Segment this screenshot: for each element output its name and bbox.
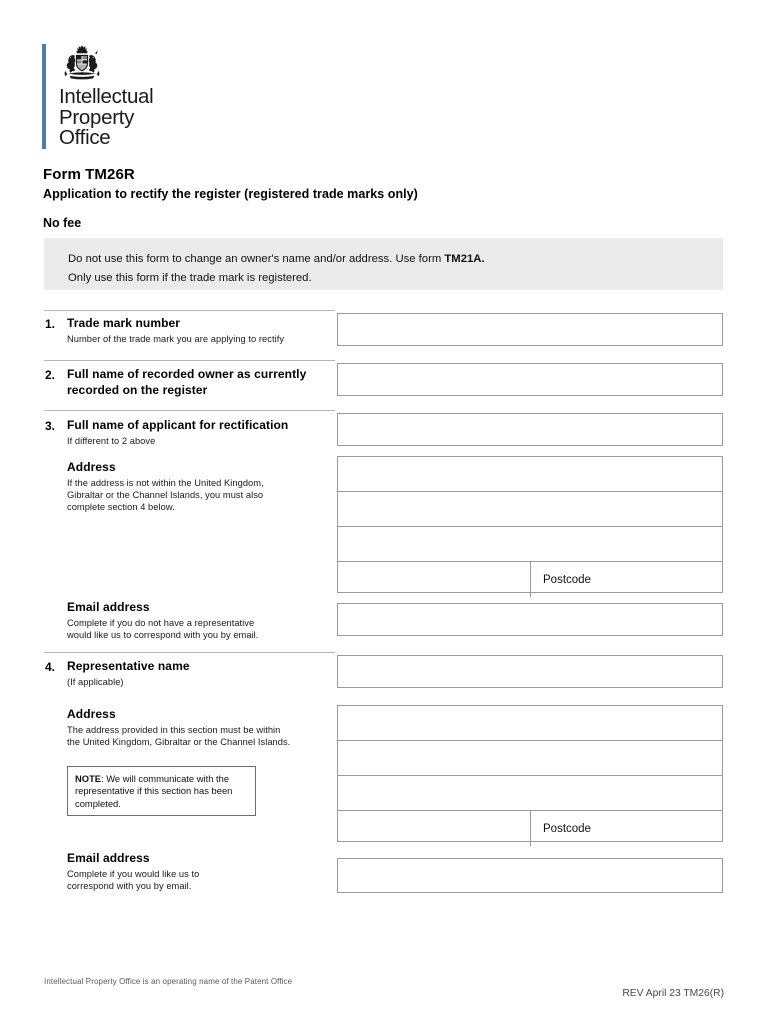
section-divider-1 [44,310,335,311]
section-1-number: 1. [45,317,56,331]
section-1-subtitle: Number of the trade mark you are applying to rectify [67,333,285,344]
notice-line-1 [68,250,723,269]
section-4-address-sub-line-1: The address provided in this section must be within [67,724,281,735]
representative-name-input[interactable] [337,655,723,688]
section-3-email-sub-line-1: Complete if you do not have a representative [67,617,255,628]
footer-revision: REV April 23 TM26(R) [622,988,724,999]
notice-form-ref: TM21A. [444,253,485,265]
footer-note: Intellectual Property Office is an operating name of the Patent Office [44,977,293,986]
section-4-email-sub-line-2: correspond with you by email. [67,880,192,891]
applicant-name-input[interactable] [337,413,723,446]
section-3-title: Full name of applicant for rectification [67,418,289,432]
section-3-subtitle: If different to 2 above [67,435,156,446]
applicant-address-group [337,456,723,593]
section-divider-2 [44,360,335,361]
representative-address-line-3-input[interactable] [338,776,722,811]
section-4-subtitle: (If applicable) [67,676,124,687]
trade-mark-number-input[interactable] [337,313,723,346]
section-divider-3 [44,410,335,411]
applicant-address-line-4-row [338,562,722,597]
logo-accent-bar [42,44,46,149]
section-2-title-line-2: recorded on the register [67,382,208,397]
applicant-postcode-input[interactable] [531,562,722,597]
section-3-address-sub-line-3: complete section 4 below. [67,501,175,512]
section-3-email-label [67,600,332,641]
royal-coat-of-arms-icon [60,44,104,84]
representative-address-line-4-row [338,811,722,846]
representative-address-line-4-input[interactable] [338,811,531,846]
section-4-email-title: Email address [67,851,150,865]
form-subtitle: Application to rectify the register (registered trade marks only) [43,187,418,201]
representative-address-line-2-input[interactable] [338,741,722,776]
section-3-address-label [67,460,332,513]
applicant-address-line-2-input[interactable] [338,492,722,527]
applicant-address-line-4-input[interactable] [338,562,531,597]
applicant-address-line-1-input[interactable] [338,457,722,492]
section-1-label [67,316,332,345]
section-2-label [67,367,332,398]
section-2-number: 2. [45,368,56,382]
section-4-email-label [67,851,332,892]
section-3-email-sub-line-2: would like us to correspond with you by email. [67,629,259,640]
note-label: NOTE [75,773,102,784]
representative-email-input[interactable] [337,858,723,893]
representative-note-box [67,766,256,816]
representative-postcode-input[interactable] [531,811,722,846]
representative-postcode-label: Postcode [543,822,591,835]
note-text: : We will communicate with the representative if this section has been completed. [75,773,233,809]
section-4-email-sub-line-1: Complete if you would like us to [67,868,200,879]
section-3-address-sub-line-2: Gibraltar or the Channel Islands, you must also [67,489,264,500]
section-divider-4 [44,652,335,653]
form-title: Form TM26R [43,166,135,183]
section-3-number: 3. [45,419,56,433]
applicant-postcode-label: Postcode [543,573,591,586]
section-4-address-label [67,707,342,748]
representative-address-line-1-input[interactable] [338,706,722,741]
section-4-label [67,659,332,688]
representative-address-group [337,705,723,842]
applicant-email-input[interactable] [337,603,723,636]
section-3-email-title: Email address [67,600,150,614]
section-2-title-line-1: Full name of recorded owner as currently [67,367,307,381]
logo-wordmark [59,87,153,149]
section-4-address-title: Address [67,707,116,721]
logo-line-3: Office [59,126,111,149]
logo-content [59,44,153,149]
notice-line-2: Only use this form if the trade mark is registered. [68,272,312,284]
section-3-label [67,418,332,447]
logo-line-1: Intellectual [59,85,154,108]
section-3-address-sub-line-1: If the address is not within the United Kingdom, [67,477,264,488]
recorded-owner-name-input[interactable] [337,363,723,396]
fee-label: No fee [43,216,82,230]
section-4-title: Representative name [67,659,190,673]
ipo-logo [42,44,153,149]
notice-box [44,238,723,290]
section-4-address-sub-line-2: the United Kingdom, Gibraltar or the Channel Islands. [67,736,291,747]
logo-line-2: Property [59,105,135,129]
section-4-number: 4. [45,660,56,674]
notice-text-a: Do not use this form to change an owner's name and/or address. Use form [68,253,445,265]
section-1-title: Trade mark number [67,316,181,330]
section-3-address-title: Address [67,460,116,474]
applicant-address-line-3-input[interactable] [338,527,722,562]
